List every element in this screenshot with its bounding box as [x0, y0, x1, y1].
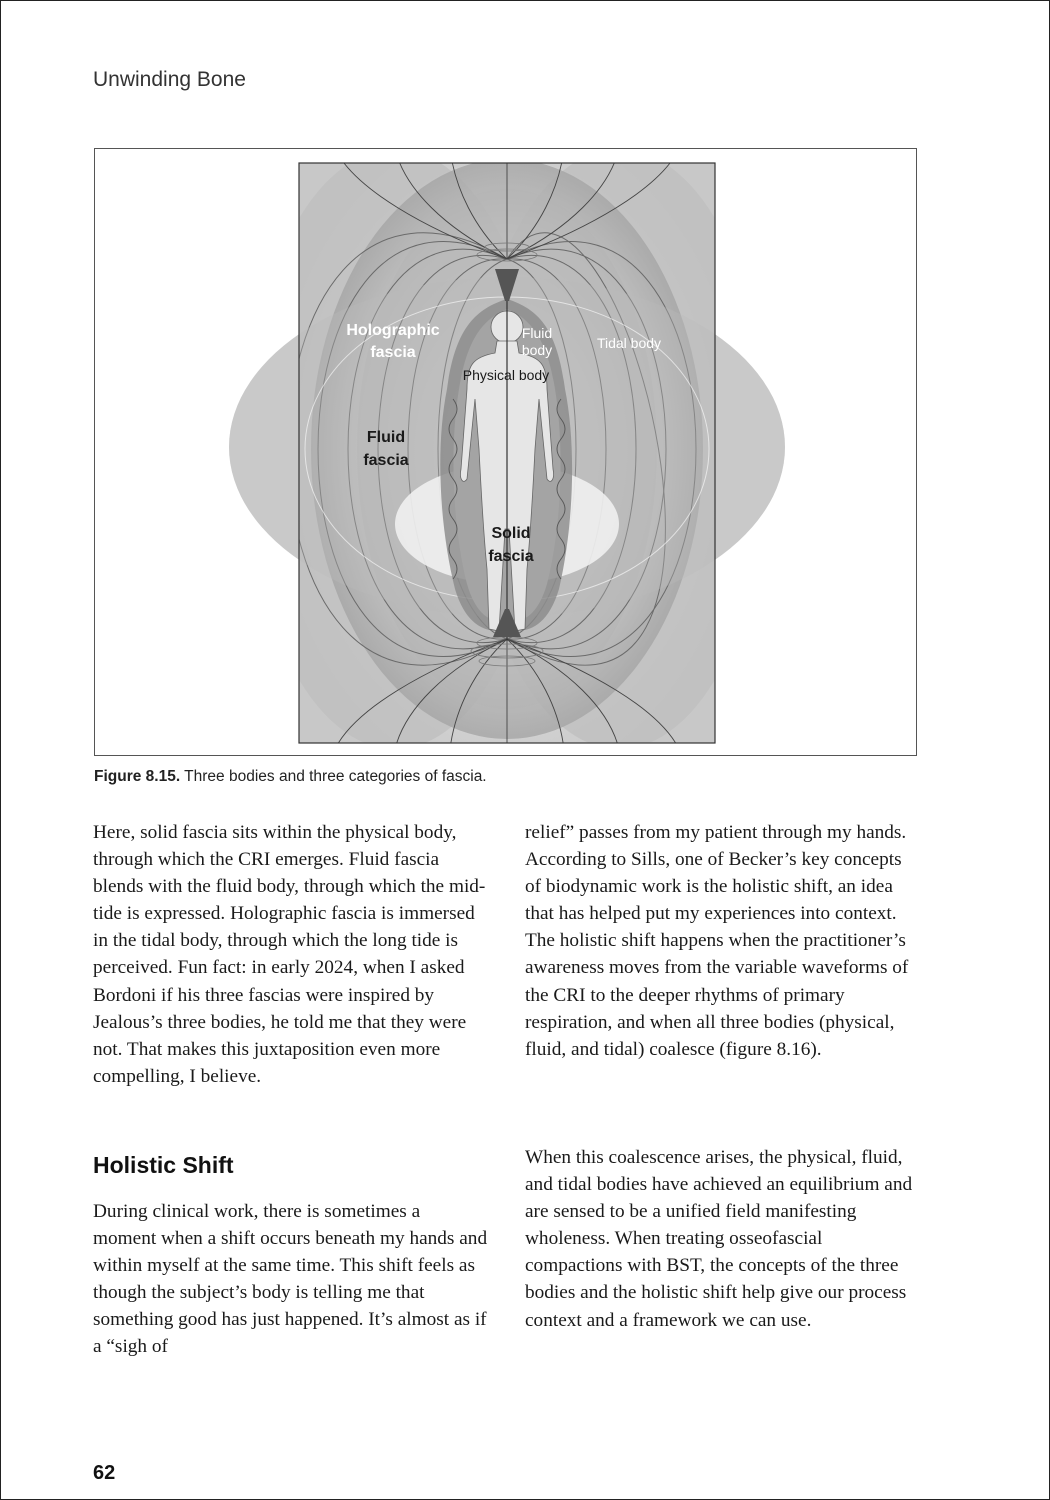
body-column-right-bottom	[525, 1144, 920, 1334]
three-bodies-illustration	[95, 149, 918, 757]
page-number: 62	[93, 1462, 116, 1484]
label-solid-fascia-1: Solid	[491, 525, 531, 542]
label-fluid-body-1: Fluid	[521, 325, 553, 341]
section-heading: Holistic Shift	[93, 1152, 234, 1178]
figure-caption	[94, 768, 487, 786]
paragraph: Here, solid fascia sits within the physical body, through which the CRI emerges. Fluid fascia blends with the fluid body, through which the mid-tide is expressed. Holographic fascia is immersed in the tidal body, through which the long tide is perceived. Fun fact: in early 2024, when I asked Bordoni if his three fascias were inspired by Jealous’s three bodies, he told me that they were not. That makes this juxtaposition even more compelling, I believe.	[93, 822, 486, 1087]
running-head: Unwinding Bone	[93, 68, 246, 91]
paragraph: When this coalescence arises, the physical, fluid, and tidal bodies have achieved an equilibrium and are sensed to be a unified field manifesting wholeness. When treating osseofascial compactions with BST, the concepts of the three bodies and the holistic shift help give our process context and a framework we can use.	[525, 1147, 913, 1331]
label-solid-fascia-2: fascia	[488, 548, 534, 565]
label-fluid-body-2: body	[521, 342, 553, 358]
label-fluid-fascia-2: fascia	[363, 452, 409, 469]
paragraph: During clinical work, there is sometimes a moment when a shift occurs beneath my hands and within myself at the same time. This shift feels as though the subject’s body is telling me that something good has just happened. It’s almost as if a “sigh of	[93, 1201, 488, 1358]
caption-text: Three bodies and three categories of fascia.	[180, 768, 487, 785]
body-column-right-top	[525, 819, 920, 1063]
label-physical-body: Physical body	[462, 367, 550, 383]
label-tidal-body: Tidal body	[596, 335, 662, 351]
label-fluid-fascia-1: Fluid	[366, 429, 406, 446]
paragraph: relief” passes from my patient through my hands. According to Sills, one of Becker’s key concepts of biodynamic work is the holistic shift, an idea that has helped put my experiences into context. The holistic shift happens when the practitioner’s awareness moves from the variable waveforms of the CRI to the deeper rhythms of primary respiration, and when all three bodies (physical, fluid, and tidal) coalesce (figure 8.16).	[525, 822, 909, 1060]
label-holographic-fascia-1: Holographic	[346, 322, 440, 339]
label-holographic-fascia-2: fascia	[370, 344, 416, 361]
figure-frame	[94, 148, 917, 756]
caption-number: Figure 8.15.	[94, 768, 181, 785]
body-column-left-bottom	[93, 1198, 488, 1361]
body-column-left-top	[93, 819, 488, 1090]
